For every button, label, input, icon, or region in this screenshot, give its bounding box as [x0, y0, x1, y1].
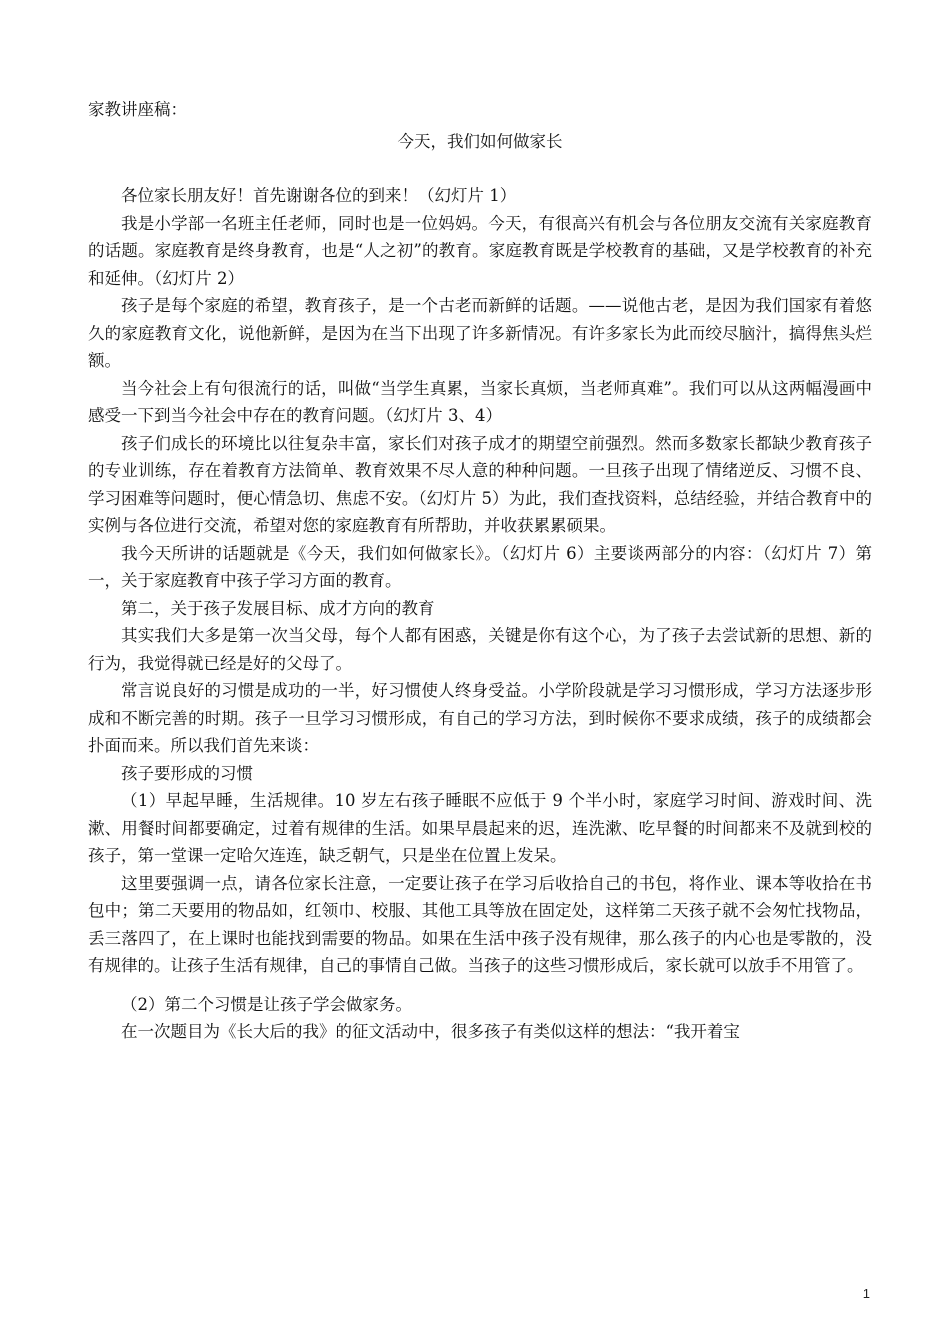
paragraph-hope: 孩子是每个家庭的希望，教育孩子，是一个古老而新鲜的话题。——说他古老，是因为我们国家有着悠久的家庭教育文化，说他新鲜，是因为在当下出现了许多新情况。有许多家长为此而绞尽脑汁，搞得焦头烂额。	[88, 296, 872, 370]
paragraph-saying: 当今社会上有句很流行的话，叫做“当学生真累，当家长真烦，当老师真难”。我们可以从这两幅漫画中感受一下到当今社会中存在的教育问题。（幻灯片 3、4）	[88, 378, 872, 425]
paragraph-essay: 在一次题目为《长大后的我》的征文活动中，很多孩子有类似这样的想法：“我开着宝	[121, 1022, 740, 1041]
paragraph-second-part: 第二，关于孩子发展目标、成才方向的教育	[121, 598, 435, 618]
paragraph-intro: 我是小学部一名班主任老师，同时也是一位妈妈。今天，有很高兴有机会与各位朋友交流有关家庭教育的话题。家庭教育是终身教育，也是“人之初”的教育。家庭教育既是学校教育的基础，又是学校教育的补充和延伸。（幻灯片 2）	[88, 213, 872, 288]
paragraph-habit-2: （2）第二个习惯是让孩子学会做家务。	[121, 994, 412, 1014]
document-body	[88, 96, 872, 1046]
paragraph-environment: 孩子们成长的环境比以往复杂丰富，家长们对孩子成才的期望空前强烈。然而多数家长都缺少教育孩子的专业训练，存在着教育方法简单、教育效果不尽人意的种种问题。一旦孩子出现了情绪逆反、习惯不良、学习困难等问题时，便心情急切、焦虑不安。（幻灯片 5）为此，我们查找资料，总结经验，并结合教育中的实例与各位进行交流，希望对您的家庭教育有所帮助，并收获累累硕果。	[88, 433, 872, 535]
paragraph-first-time-parents: 其实我们大多是第一次当父母，每个人都有困惑，关键是你有这个心，为了孩子去尝试新的思想、新的行为，我觉得就已经是好的父母了。	[88, 626, 872, 673]
page-number: 1	[862, 1286, 870, 1301]
paragraph-topic: 我今天所讲的话题就是《今天，我们如何做家长》。（幻灯片 6）主要谈两部分的内容：（幻灯片 7）第一，关于家庭教育中孩子学习方面的教育。	[88, 543, 872, 590]
section-heading-habits: 孩子要形成的习惯	[121, 763, 253, 783]
paragraph-habit-1: （1）早起早睡，生活规律。10 岁左右孩子睡眠不应低于 9 个半小时，家庭学习时间、游戏时间、洗漱、用餐时间都要确定，过着有规律的生活。如果早晨起来的迟，连洗漱、吃早餐的时间都来不及就到校的孩子，第一堂课一定哈欠连连，缺乏朝气，只是坐在位置上发呆。	[88, 791, 872, 865]
paragraph-habits: 常言说良好的习惯是成功的一半，好习惯使人终身受益。小学阶段就是学习习惯形成，学习方法逐步形成和不断完善的时期。孩子一旦学习习惯形成，有自己的学习方法，到时候你不要求成绩，孩子的成绩都会扑面而来。所以我们首先来谈：	[88, 681, 872, 755]
document-title: 今天，我们如何做家长	[397, 131, 563, 151]
paragraph-emphasis: 这里要强调一点，请各位家长注意，一定要让孩子在学习后收拾自己的书包，将作业、课本等收拾在书包中；第二天要用的物品如，红领巾、校服、其他工具等放在固定处，这样第二天孩子就不会匆忙找物品，丢三落四了，在上课时也能找到需要的物品。如果在生活中孩子没有规律，那么孩子的内心也是零散的，没有规律的。让孩子生活有规律，自己的事情自己做。当孩子的这些习惯形成后，家长就可以放手不用管了。	[88, 873, 872, 975]
paragraph-greeting: 各位家长朋友好！首先谢谢各位的到来！（幻灯片 1）	[121, 186, 517, 205]
document-heading: 家教讲座稿：	[88, 100, 187, 119]
